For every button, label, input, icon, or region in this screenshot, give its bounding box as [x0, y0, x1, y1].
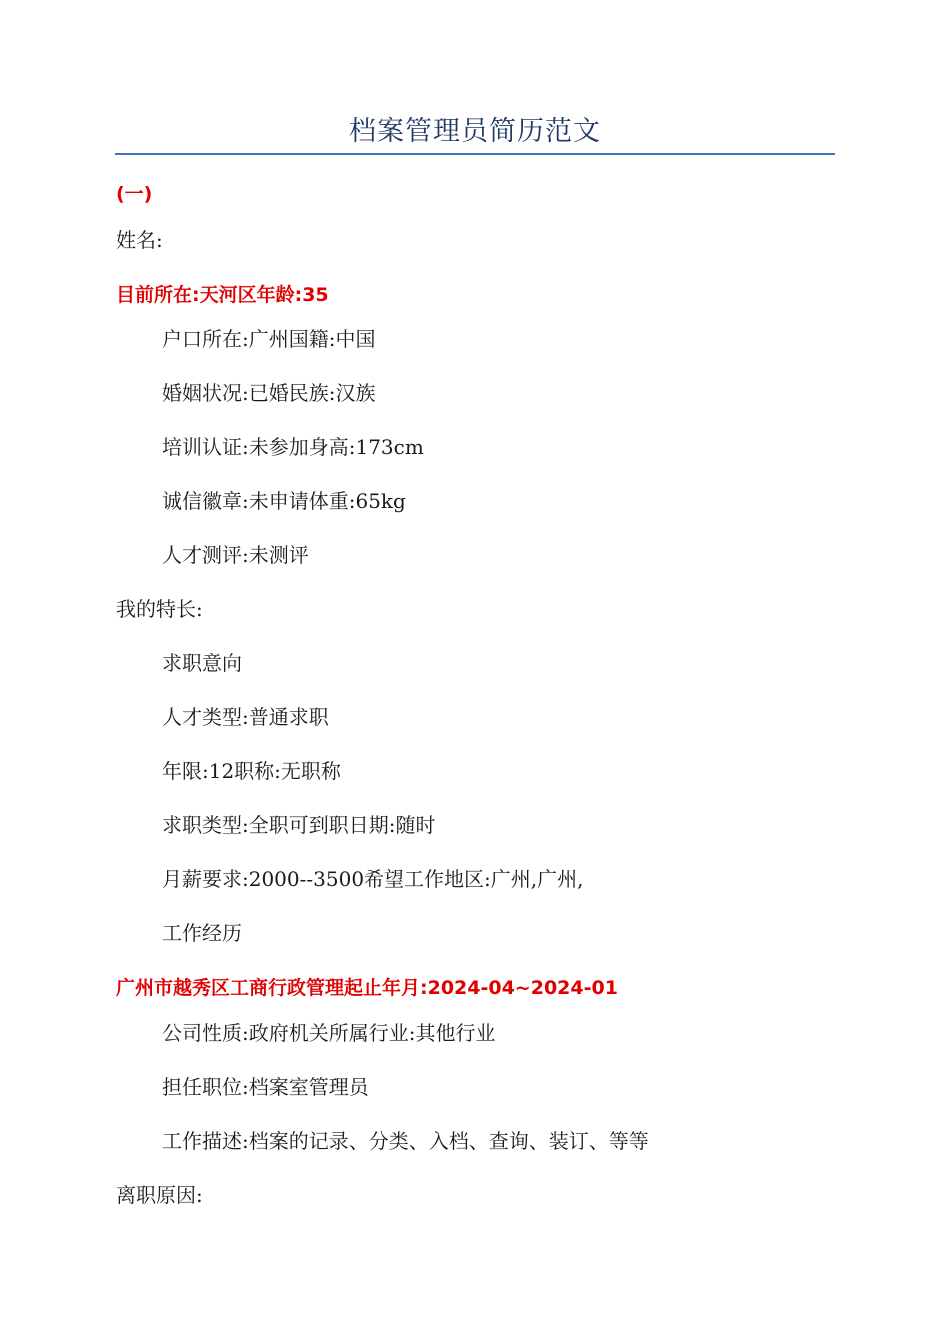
field-name: 姓名: [116, 228, 163, 252]
title-underline [115, 153, 835, 155]
field-hukou-nationality: 户口所在:广州国籍:中国 [162, 327, 376, 351]
field-job-description: 工作描述:档案的记录、分类、入档、查询、装订、等等 [162, 1129, 649, 1153]
field-company-nature: 公司性质:政府机关所属行业:其他行业 [162, 1021, 496, 1045]
document-title: 档案管理员简历范文 [349, 116, 601, 147]
field-training-height: 培训认证:未参加身高:173cm [162, 435, 424, 459]
field-salary-region: 月薪要求:2000--3500希望工作地区:广州,广州, [162, 867, 584, 891]
heading-work-experience: 工作经历 [162, 921, 242, 945]
field-position: 担任职位:档案室管理员 [162, 1075, 369, 1099]
field-job-type-start: 求职类型:全职可到职日期:随时 [162, 813, 436, 837]
field-location-age: 目前所在:天河区年龄:35 [116, 284, 329, 306]
field-marital-ethnicity: 婚姻状况:已婚民族:汉族 [162, 381, 376, 405]
field-badge-weight: 诚信徽章:未申请体重:65kg [162, 489, 406, 513]
section-label: (一) [116, 183, 153, 205]
heading-job-intention: 求职意向 [162, 651, 242, 675]
field-years-title: 年限:12职称:无职称 [162, 759, 341, 783]
field-employer-period: 广州市越秀区工商行政管理起止年月:2024-04~2024-01 [116, 977, 618, 999]
field-leaving-reason: 离职原因: [116, 1183, 203, 1207]
field-assessment: 人才测评:未测评 [162, 543, 309, 567]
field-specialty: 我的特长: [116, 597, 203, 621]
field-talent-type: 人才类型:普通求职 [162, 705, 329, 729]
